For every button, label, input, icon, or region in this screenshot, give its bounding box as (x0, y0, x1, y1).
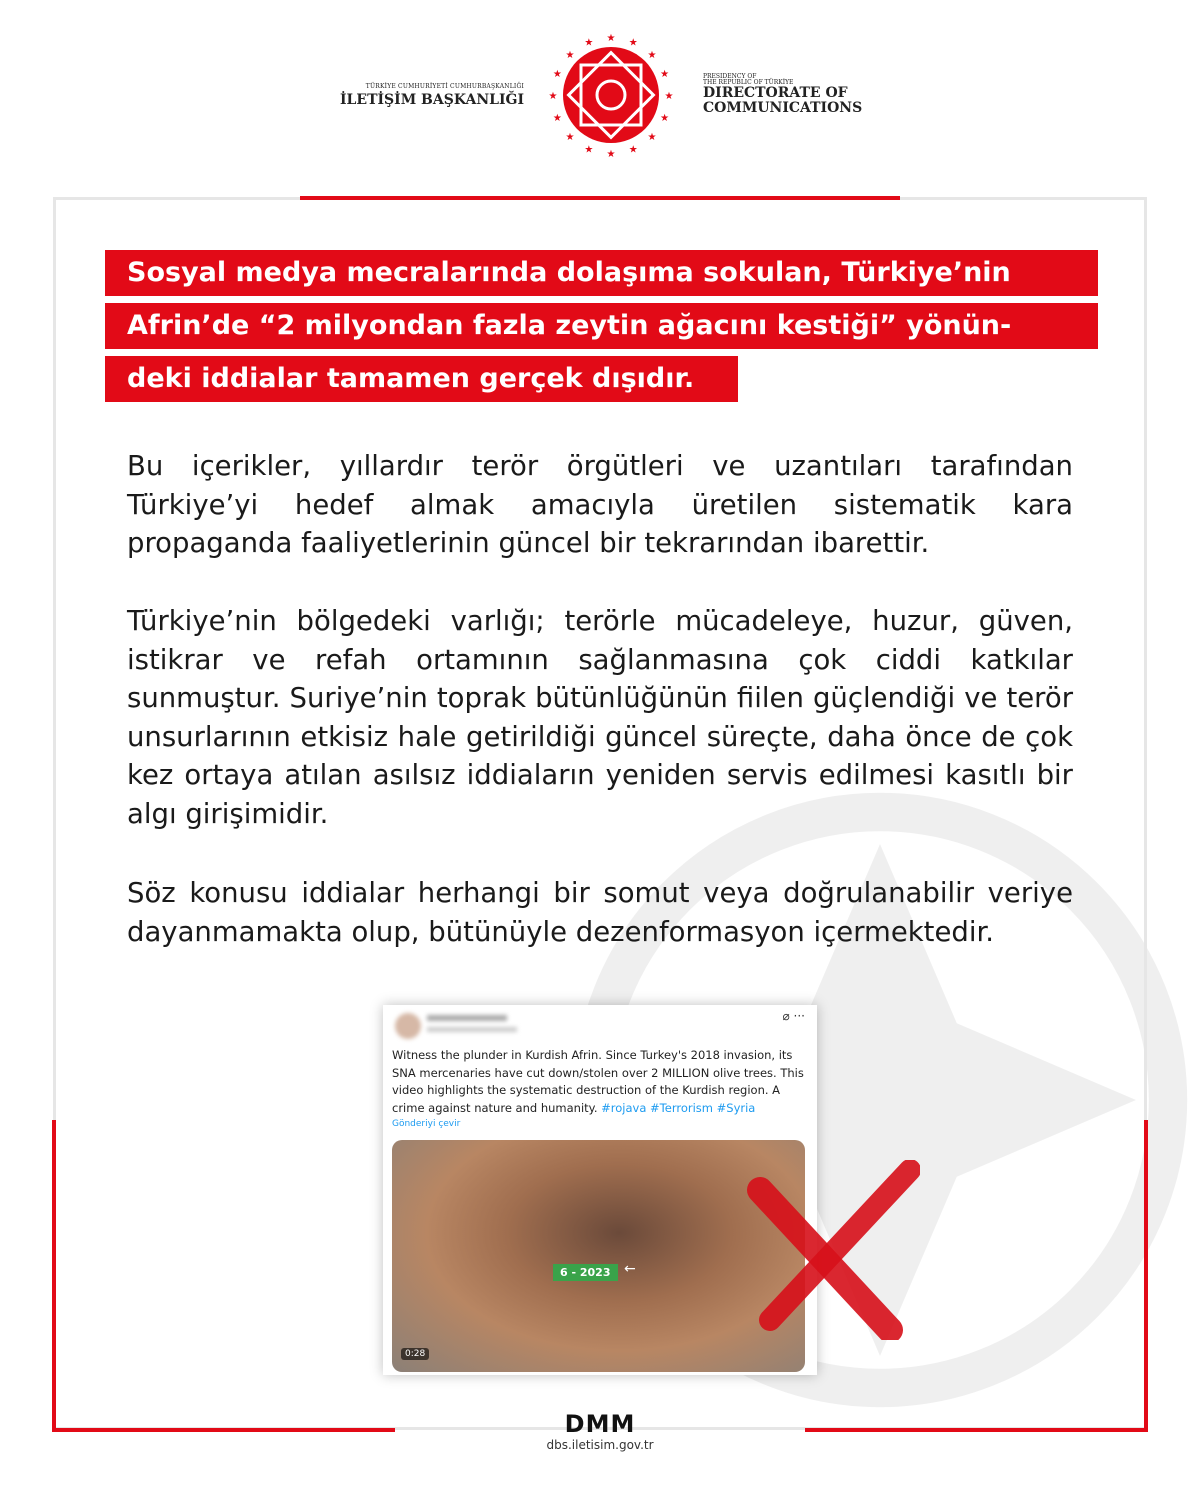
frame-right-accent (1144, 1120, 1148, 1432)
header-left-title: İLETİŞİM BAŞKANLIĞI (340, 92, 525, 108)
avatar (395, 1013, 421, 1039)
star-icon: ★ (565, 132, 575, 144)
frame-bottom-right-accent (805, 1428, 1148, 1432)
hashtag: #rojava (601, 1100, 647, 1115)
tweet-text (392, 1047, 807, 1117)
star-icon: ★ (660, 68, 670, 80)
paragraph-3: Söz konusu iddialar herhangi bir somut veya doğrulanabilir veriye dayanmamakta olup, bütünüyle dezenformasyon içermektedir. (127, 877, 1073, 948)
star-icon: ★ (660, 113, 670, 125)
hashtag: #Syria (716, 1100, 756, 1115)
headline-line-3: deki iddialar tamamen gerçek dışıdır. (105, 356, 738, 402)
frame-left-accent (52, 1120, 56, 1432)
more-icon: ··· (793, 1009, 805, 1023)
header-left-small: TÜRKİYE CUMHURİYETİ CUMHURBAŞKANLIĞI (365, 83, 525, 90)
header-left (340, 83, 524, 108)
star-icon: ★ (647, 132, 657, 144)
star-icon: ★ (606, 33, 616, 44)
star-icon: ★ (606, 149, 616, 158)
star-icon: ★ (565, 49, 575, 61)
header-right (703, 74, 862, 116)
paragraph-1: Bu içerikler, yıllardır terör örgütleri ve uzantıları tarafından Türkiye’yi hedef almak amacıyla üretilen sistematik kara propaganda faaliyetlerinin güncel bir tekrarından ibarettir. (127, 450, 1073, 559)
video-duration: 0:28 (401, 1348, 429, 1360)
star-icon: ★ (647, 49, 657, 61)
header-right-small-1: PRESIDENCY OF (703, 73, 757, 80)
headline-line-2: Afrin’de “2 milyondan fazla zeytin ağacını kestiği” yönün- (105, 303, 1098, 349)
blurred-handle (427, 1027, 517, 1032)
footer-url[interactable]: dbs.iletisim.gov.tr (546, 1438, 654, 1452)
header-right-small-2: THE REPUBLIC OF TÜRKİYE (703, 79, 794, 86)
blurred-username (427, 1015, 507, 1021)
star-icon: ★ (664, 91, 674, 102)
star-icon: ★ (628, 144, 638, 156)
paragraph-2: Türkiye’nin bölgedeki varlığı; terörle mücadeleye, huzur, güven, istikrar ve refah ortamının sağlanmasına çok ciddi katkılar sunmuştur. Suriye’nin toprak bütünlüğünün fiilen güçlendiği ve terör unsurlarının etkisiz hale getirildiği güncel süreçte, daha önce de çok kez ortaya atılan asılsız iddiaların yeniden servis edilmesi kasıtlı bir algı girişimidir. (127, 605, 1073, 830)
star-icon: ★ (552, 113, 562, 125)
grok-icon: ⌀ (782, 1009, 790, 1023)
frame-top-accent (300, 196, 900, 200)
frame-bottom-left-accent (52, 1428, 395, 1432)
presidency-emblem-icon (548, 32, 674, 158)
header-right-title-2: COMMUNICATIONS (703, 100, 863, 116)
star-icon: ★ (584, 144, 594, 156)
star-icon: ★ (552, 68, 562, 80)
dmm-logo: DMM (564, 1410, 636, 1438)
hashtag: #Terrorism (650, 1100, 713, 1115)
star-icon: ★ (548, 91, 558, 102)
headline-line-1: Sosyal medya mecralarında dolaşıma sokulan, Türkiye’nin (105, 250, 1098, 296)
tweet-body: Witness the plunder in Kurdish Afrin. Since Turkey's 2018 invasion, its SNA mercenaries have cut down/stolen over 2 MILLION olive trees. This video highlights the systematic destruction of the Kurdish region. A crime against nature and humanity. (392, 1048, 804, 1115)
video-date-label: 6 - 2023 (553, 1264, 618, 1281)
tweet-actions (782, 1009, 805, 1023)
header-right-title-1: DIRECTORATE OF (703, 85, 848, 101)
red-cross-icon (740, 1160, 920, 1340)
star-icon: ★ (584, 37, 594, 49)
star-icon: ★ (628, 37, 638, 49)
translate-link: Gönderiyi çevir (392, 1119, 461, 1129)
arrow-left-icon: ← (624, 1261, 636, 1277)
